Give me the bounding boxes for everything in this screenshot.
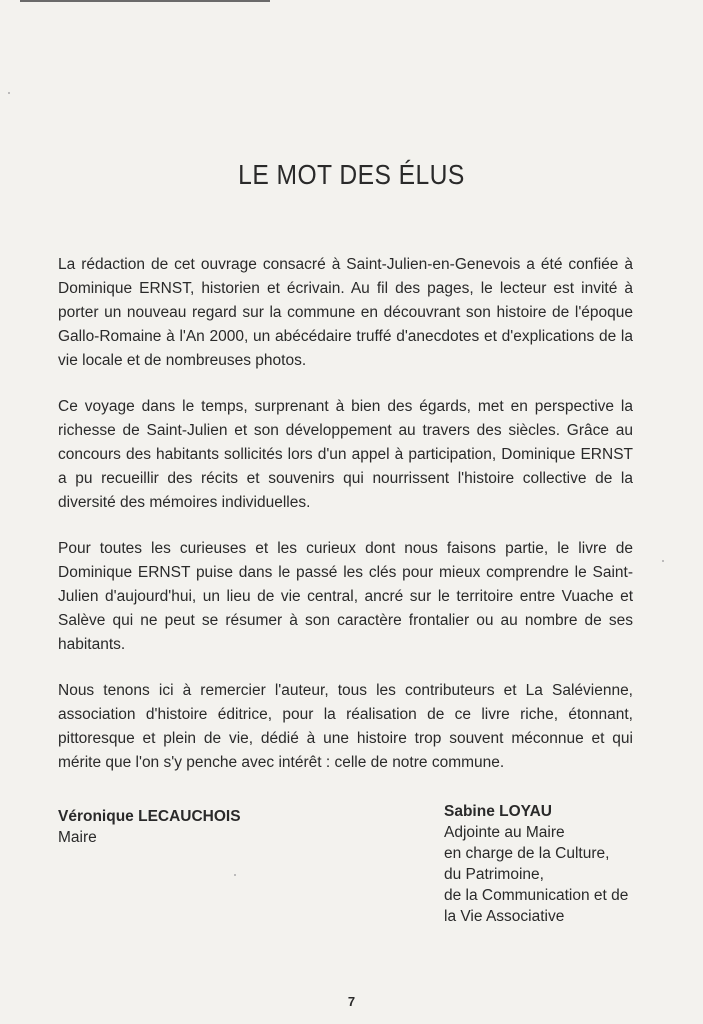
signatory-role: du Patrimoine, — [444, 866, 544, 883]
signature-mayor — [58, 806, 241, 848]
signatory-role: Adjointe au Maire — [444, 824, 565, 841]
body-text — [58, 253, 633, 797]
signatory-role: en charge de la Culture, — [444, 845, 610, 862]
signatory-name: Sabine LOYAU — [444, 803, 552, 820]
signature-deputy — [444, 801, 628, 927]
signatory-role: Maire — [58, 829, 97, 846]
paper-speck — [662, 560, 664, 562]
paper-speck — [234, 874, 236, 876]
paragraph: Nous tenons ici à remercier l'auteur, tous les contributeurs et La Salévienne, association d'histoire éditrice, pour la réalisation de ce livre riche, étonnant, pittoresque et plein de vie, dédié à une histoire trop souvent méconnue et qui mérite que l'on s'y penche avec intérêt : celle de notre commune. — [58, 682, 633, 771]
page-title: LE MOT DES ÉLUS — [238, 158, 465, 190]
paper-speck — [8, 92, 10, 94]
top-rule — [20, 0, 270, 2]
paragraph: Ce voyage dans le temps, surprenant à bien des égards, met en perspective la richesse de Saint-Julien et son développement au travers des siècles. Grâce au concours des habitants sollicités lors d'un appel à participation, Dominique ERNST a pu recueillir des récits et souvenirs qui nourrissent l'histoire collective de la diversité des mémoires individuelles. — [58, 398, 633, 511]
paragraph: La rédaction de cet ouvrage consacré à Saint-Julien-en-Genevois a été confiée à Dominique ERNST, historien et écrivain. Au fil des pages, le lecteur est invité à porter un nouveau regard sur la commune en découvrant son histoire de l'époque Gallo-Romaine à l'An 2000, un abécédaire truffé d'anecdotes et d'explications de la vie locale et de nombreuses photos. — [58, 256, 633, 369]
paragraph: Pour toutes les curieuses et les curieux dont nous faisons partie, le livre de Dominique ERNST puise dans le passé les clés pour mieux comprendre le Saint-Julien d'aujourd'hui, un lieu de vie central, ancré sur le territoire entre Vuache et Salève qui ne peut se résumer à son caractère frontalier ou au nombre de ses habitants. — [58, 540, 633, 653]
signatory-name: Véronique LECAUCHOIS — [58, 808, 241, 825]
page-number: 7 — [347, 994, 356, 1009]
signatory-role: de la Communication et de — [444, 887, 629, 904]
signatory-role: la Vie Associative — [444, 908, 565, 925]
